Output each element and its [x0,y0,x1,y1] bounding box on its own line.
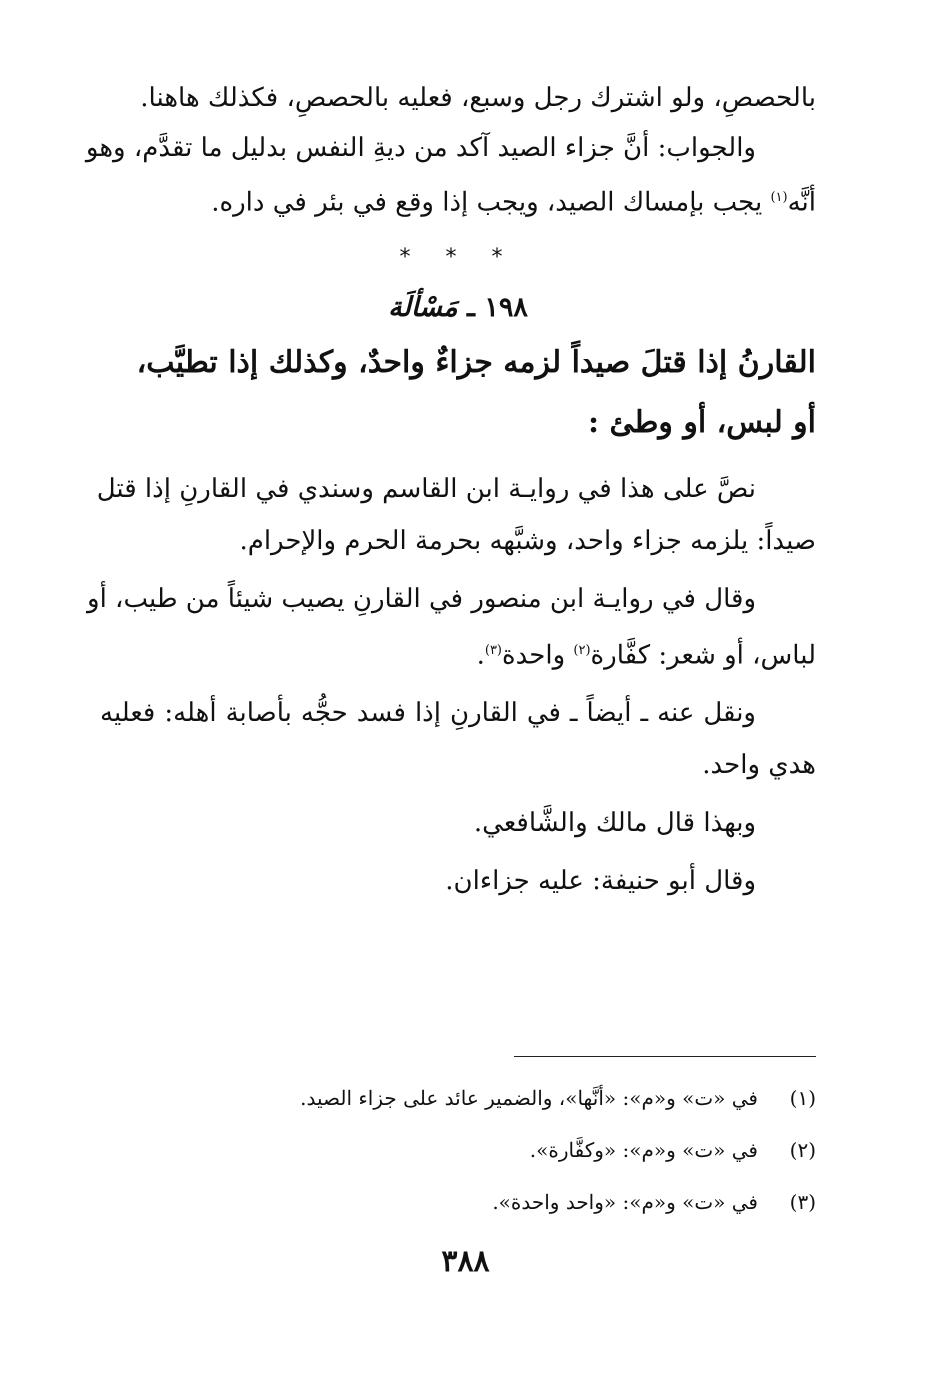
section-heading [100,292,816,323]
text-fragment: لباس، أو شعر: كفَّارة [590,640,816,671]
text-line: ونقل عنه ـ أيضاً ـ في القارنِ إذا فسد حجُّه بأصابة أهله: فعليه [100,698,756,729]
footnote-ref[interactable]: (٢) [573,642,591,658]
paragraph [96,467,816,563]
footnote-ref[interactable]: (١) [770,190,788,205]
footnote-item [100,1072,816,1124]
footnote-text: في «ت» و«م»: «واحد واحدة». [492,1190,758,1214]
paragraph [100,859,816,903]
footnote-text: في «ت» و«م»: «أنَّها»، والضمير عائد على جزاء الصيد. [300,1086,758,1110]
footnote-item [100,1176,816,1228]
text-line: صيداً: يلزمه جزاء واحد، وشبَّهه بحرمة الحرم والإحرام. [239,525,816,556]
question-line: القارنُ إذا قتلَ صيداً لزمه جزاءٌ واحدٌ، وكذلك إذا تطيَّب، [136,344,816,380]
footnote-ref[interactable]: (٣) [484,642,502,658]
question-line: أو لبس، أو وطئ : [588,404,816,440]
footnote-item [100,1124,816,1176]
page-number: ٣٨٨ [441,1244,490,1279]
text-line: بالحصصِ، ولو اشترك رجل وسبع، فعليه بالحصصِ، فكذلك هاهنا. [140,83,816,113]
text-line [100,629,816,678]
text-fragment: أنَّه [787,187,816,218]
footnote-text: في «ت» و«م»: «وكفَّارة». [529,1138,758,1162]
paragraph [87,577,816,678]
footnotes [100,1072,816,1228]
section-separator: * * * [399,244,517,270]
section-heading-word: مَسْألَة [388,291,458,323]
paragraph [100,691,816,787]
page-body [85,78,816,903]
footnote-number: (١) [789,1086,816,1110]
text-line [100,178,816,223]
text-line: نصَّ على هذا في روايـة ابن القاسم وسندي في القارنِ إذا قتل [96,473,756,504]
text-line: هدي واحد. [702,750,816,781]
footnote-number: (٢) [789,1138,816,1162]
text-fragment: . [476,640,485,671]
section-number: ١٩٨ ـ [467,291,528,323]
paragraph [100,801,816,845]
text-line: وقال في روايـة ابن منصور في القارنِ يصيب شيئاً من طيب، أو [87,583,756,614]
text-line: وبهذا قال مالك والشَّافعي. [473,808,756,839]
text-fragment: يجب بإمساك الصيد، ويجب إذا وقع في بئر في داره. [211,187,771,218]
footnote-number: (٣) [789,1190,816,1214]
footnote-divider [514,1056,816,1057]
text-line: والجواب: أنَّ جزاء الصيد آكد من ديةِ النفس بدليل ما تقدَّم، وهو [85,133,756,163]
text-fragment: واحدة [502,640,574,671]
text-line: وقال أبو حنيفة: عليه جزاءان. [445,866,756,897]
